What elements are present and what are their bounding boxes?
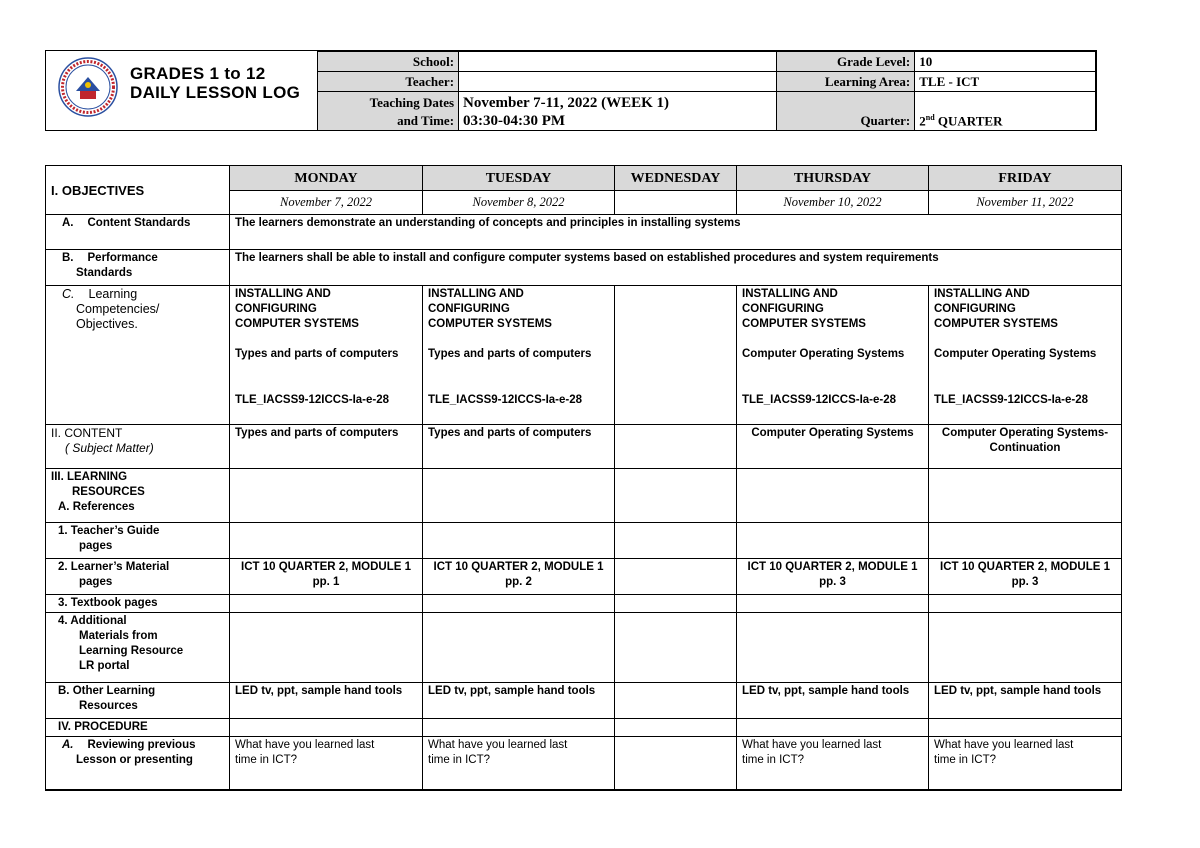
lm-module: ICT 10 QUARTER 2, MODULE 1 — [940, 561, 1110, 573]
references-label: A. References — [58, 501, 135, 513]
tg-monday — [230, 523, 423, 559]
grade-level-value: 10 — [915, 52, 1096, 72]
review-q-line-1: What have you learned last — [235, 739, 375, 751]
procedure-heading: IV. PROCEDURE — [46, 719, 230, 737]
resources-tuesday — [423, 469, 615, 523]
title-line-1: GRADES 1 to 12 — [130, 64, 266, 83]
review-q-line-1: What have you learned last — [742, 739, 882, 751]
day-tuesday: TUESDAY — [423, 166, 615, 191]
other-thursday: LED tv, ppt, sample hand tools — [737, 683, 929, 719]
tg-wednesday — [615, 523, 737, 559]
competency-code: TLE_IACSS9-12ICCS-Ia-e-28 — [742, 394, 897, 406]
content-standards-text: Content Standards — [87, 217, 191, 229]
performance-standards-label — [46, 250, 230, 286]
learning-area-value: TLE - ICT — [915, 72, 1096, 92]
am-monday — [230, 613, 423, 683]
quarter-word: QUARTER — [934, 113, 1003, 128]
tg-friday — [929, 523, 1122, 559]
additional-materials-row — [46, 613, 1122, 683]
lesson-log-table — [45, 165, 1122, 791]
content-friday — [929, 425, 1122, 469]
tb-friday — [929, 595, 1122, 613]
learning-resources-row — [46, 469, 1122, 523]
review-tuesday — [423, 737, 615, 790]
date-thursday: November 10, 2022 — [737, 191, 929, 215]
day-wednesday: WEDNESDAY — [615, 166, 737, 191]
day-monday: MONDAY — [230, 166, 423, 191]
competencies-line-1 — [62, 287, 224, 302]
competency-line-2: CONFIGURING — [428, 303, 510, 315]
lm-pages: pp. 1 — [312, 576, 340, 588]
quarter-label: Quarter: — [777, 92, 915, 131]
additional-materials-line-1: 4. Additional — [58, 615, 127, 627]
other-resources-row — [46, 683, 1122, 719]
competency-line-1: INSTALLING AND — [235, 288, 331, 300]
review-text-2: Lesson or presenting — [76, 754, 193, 766]
tg-thursday — [737, 523, 929, 559]
lm-friday — [929, 559, 1122, 595]
review-q-line-2: time in ICT? — [934, 754, 996, 766]
content-standards-label — [46, 215, 230, 250]
content-friday-line-1: Computer Operating Systems- — [941, 427, 1109, 439]
competency-topic: Computer Operating Systems — [934, 348, 1097, 360]
content-wednesday — [615, 425, 737, 469]
content-row — [46, 425, 1122, 469]
tg-tuesday — [423, 523, 615, 559]
content-thursday: Computer Operating Systems — [737, 425, 929, 469]
competency-topic: Types and parts of computers — [235, 348, 399, 360]
lm-pages: pp. 3 — [1011, 576, 1039, 588]
am-tuesday — [423, 613, 615, 683]
teaching-dates-value-1: November 7-11, 2022 (WEEK 1) — [463, 94, 669, 111]
competencies-text-1: Learning — [88, 287, 138, 301]
tb-monday — [230, 595, 423, 613]
review-label — [46, 737, 230, 790]
additional-materials-line-4: LR portal — [79, 660, 130, 672]
teachers-guide-label — [46, 523, 230, 559]
content-standards-value: The learners demonstrate an understanding of concepts and principles in installing systems — [230, 215, 1122, 250]
competency-line-1: INSTALLING AND — [742, 288, 838, 300]
proc-wednesday — [615, 719, 737, 737]
competency-code: TLE_IACSS9-12ICCS-Ia-e-28 — [934, 394, 1089, 406]
lm-monday — [230, 559, 423, 595]
other-resources-line-1: B. Other Learning — [58, 685, 156, 697]
lm-wednesday — [615, 559, 737, 595]
other-tuesday: LED tv, ppt, sample hand tools — [423, 683, 615, 719]
performance-standards-line-1 — [62, 251, 224, 266]
competency-line-2: CONFIGURING — [742, 303, 824, 315]
proc-monday — [230, 719, 423, 737]
learners-material-line-1: 2. Learner’s Material — [58, 561, 170, 573]
teaching-dates-value-2: 03:30-04:30 PM — [463, 112, 566, 129]
date-tuesday: November 8, 2022 — [423, 191, 615, 215]
lm-module: ICT 10 QUARTER 2, MODULE 1 — [241, 561, 411, 573]
procedure-row — [46, 719, 1122, 737]
competency-code: TLE_IACSS9-12ICCS-Ia-e-28 — [428, 394, 583, 406]
competency-monday — [230, 286, 423, 425]
title-line-2: DAILY LESSON LOG — [130, 83, 301, 102]
lm-tuesday — [423, 559, 615, 595]
am-wednesday — [615, 613, 737, 683]
content-standards-row — [46, 215, 1122, 250]
content-friday-line-2: Continuation — [989, 442, 1061, 454]
performance-standards-value: The learners shall be able to install and configure computer systems based on established procedures and system requirements — [230, 250, 1122, 286]
review-line-1 — [62, 738, 224, 753]
review-thursday — [737, 737, 929, 790]
competencies-letter: C. — [62, 287, 75, 301]
competency-line-1: INSTALLING AND — [428, 288, 524, 300]
deped-seal-icon — [58, 57, 118, 117]
competency-line-3: COMPUTER SYSTEMS — [428, 318, 552, 330]
objectives-heading: I. OBJECTIVES — [46, 166, 230, 215]
review-letter: A. — [62, 739, 74, 751]
content-heading: II. CONTENT — [51, 426, 123, 440]
review-q-line-2: time in ICT? — [428, 754, 490, 766]
tb-thursday — [737, 595, 929, 613]
teaching-dates-label-2: and Time: — [397, 113, 455, 128]
review-q-line-1: What have you learned last — [428, 739, 568, 751]
competency-line-3: COMPUTER SYSTEMS — [742, 318, 866, 330]
competencies-text-3: Objectives. — [76, 317, 138, 331]
learning-resources-label — [46, 469, 230, 523]
dll-header — [45, 50, 1097, 131]
teaching-dates-value — [459, 92, 777, 131]
teachers-guide-line-2: pages — [79, 540, 113, 552]
date-friday: November 11, 2022 — [929, 191, 1122, 215]
learners-material-row — [46, 559, 1122, 595]
content-label — [46, 425, 230, 469]
quarter-suffix: nd — [925, 112, 935, 122]
proc-friday — [929, 719, 1122, 737]
teaching-dates-label-1: Teaching Dates — [369, 95, 455, 110]
other-friday: LED tv, ppt, sample hand tools — [929, 683, 1122, 719]
competencies-row — [46, 286, 1122, 425]
resources-friday — [929, 469, 1122, 523]
competency-line-2: CONFIGURING — [235, 303, 317, 315]
days-row — [46, 166, 1122, 191]
competency-line-3: COMPUTER SYSTEMS — [934, 318, 1058, 330]
header-info-table — [317, 51, 1096, 131]
review-wednesday — [615, 737, 737, 790]
performance-standards-text-1: Performance — [87, 252, 158, 264]
textbook-row — [46, 595, 1122, 613]
review-text-1: Reviewing previous — [87, 739, 196, 751]
competency-line-2: CONFIGURING — [934, 303, 1016, 315]
lm-module: ICT 10 QUARTER 2, MODULE 1 — [747, 561, 918, 573]
review-monday — [230, 737, 423, 790]
day-friday: FRIDAY — [929, 166, 1122, 191]
competency-tuesday — [423, 286, 615, 425]
quarter-value — [915, 92, 1096, 131]
teacher-value — [459, 72, 777, 92]
resources-thursday — [737, 469, 929, 523]
additional-materials-line-3: Learning Resource — [79, 645, 184, 657]
additional-materials-line-2: Materials from — [79, 630, 158, 642]
competencies-text-2: Competencies/ — [76, 302, 160, 316]
other-monday: LED tv, ppt, sample hand tools — [230, 683, 423, 719]
content-tuesday: Types and parts of computers — [423, 425, 615, 469]
review-q-line-2: time in ICT? — [235, 754, 297, 766]
performance-standards-text-2: Standards — [76, 267, 133, 279]
tb-wednesday — [615, 595, 737, 613]
tb-tuesday — [423, 595, 615, 613]
am-thursday — [737, 613, 929, 683]
competencies-label — [46, 286, 230, 425]
additional-materials-label — [46, 613, 230, 683]
lm-pages: pp. 2 — [505, 576, 532, 588]
quarter-number: 2 — [919, 113, 926, 128]
learning-resources-line-2: RESOURCES — [72, 486, 145, 498]
school-value — [459, 52, 777, 72]
competency-wednesday — [615, 286, 737, 425]
lm-pages: pp. 3 — [819, 576, 846, 588]
competency-friday — [929, 286, 1122, 425]
day-thursday: THURSDAY — [737, 166, 929, 191]
review-q-line-2: time in ICT? — [742, 754, 804, 766]
review-row — [46, 737, 1122, 790]
teacher-label: Teacher: — [318, 72, 459, 92]
other-resources-line-2: Resources — [79, 700, 138, 712]
content-standards-letter: A. — [62, 217, 74, 229]
date-monday: November 7, 2022 — [230, 191, 423, 215]
learners-material-label — [46, 559, 230, 595]
date-wednesday — [615, 191, 737, 215]
teachers-guide-line-1: 1. Teacher’s Guide — [58, 525, 160, 537]
subject-matter-label: ( Subject Matter) — [65, 441, 154, 455]
school-label: School: — [318, 52, 459, 72]
competency-code: TLE_IACSS9-12ICCS-Ia-e-28 — [235, 394, 390, 406]
competency-topic: Computer Operating Systems — [742, 348, 905, 360]
performance-standards-row — [46, 250, 1122, 286]
grade-level-label: Grade Level: — [777, 52, 915, 72]
content-monday: Types and parts of computers — [230, 425, 423, 469]
learners-material-line-2: pages — [79, 576, 113, 588]
lm-module: ICT 10 QUARTER 2, MODULE 1 — [433, 561, 604, 573]
proc-tuesday — [423, 719, 615, 737]
teachers-guide-row — [46, 523, 1122, 559]
competency-line-3: COMPUTER SYSTEMS — [235, 318, 359, 330]
performance-standards-letter: B. — [62, 252, 74, 264]
resources-wednesday — [615, 469, 737, 523]
review-q-line-1: What have you learned last — [934, 739, 1074, 751]
competency-thursday — [737, 286, 929, 425]
competency-line-1: INSTALLING AND — [934, 288, 1030, 300]
resources-monday — [230, 469, 423, 523]
document-title — [130, 64, 300, 102]
competency-topic: Types and parts of computers — [428, 348, 592, 360]
proc-thursday — [737, 719, 929, 737]
review-friday — [929, 737, 1122, 790]
am-friday — [929, 613, 1122, 683]
teaching-dates-label — [318, 92, 459, 131]
lm-thursday — [737, 559, 929, 595]
other-resources-label — [46, 683, 230, 719]
other-wednesday — [615, 683, 737, 719]
learning-area-label: Learning Area: — [777, 72, 915, 92]
learning-resources-line-1: III. LEARNING — [51, 471, 128, 483]
textbook-label: 3. Textbook pages — [46, 595, 230, 613]
